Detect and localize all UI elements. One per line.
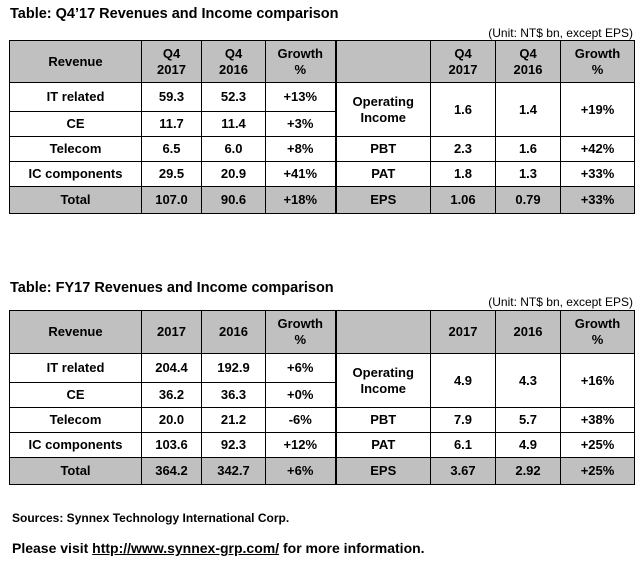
growth-cell: +13%	[266, 83, 336, 112]
revenue-label: IC components	[10, 162, 142, 187]
value-cell: 1.3	[496, 162, 561, 187]
value-cell: 11.7	[142, 112, 202, 137]
growth-cell: +42%	[561, 137, 635, 162]
income-label-operating: Operating Income	[336, 354, 431, 408]
table-row	[10, 354, 635, 383]
value-cell: 20.0	[142, 408, 202, 433]
value-cell: 29.5	[142, 162, 202, 187]
q4-table-title: Table: Q4’17 Revenues and Income comparison	[10, 6, 339, 22]
eps-label: EPS	[336, 458, 431, 485]
value-cell: 4.9	[431, 354, 496, 408]
growth-cell: +25%	[561, 458, 635, 485]
income-label-pat: PAT	[336, 433, 431, 458]
total-label: Total	[10, 458, 142, 485]
table-row	[10, 162, 635, 187]
value-cell: 59.3	[142, 83, 202, 112]
growth-cell: +19%	[561, 83, 635, 137]
growth-cell: -6%	[266, 408, 336, 433]
q4-header-q4-2016: Q4 2016	[202, 41, 266, 83]
value-cell: 2.92	[496, 458, 561, 485]
growth-cell: +8%	[266, 137, 336, 162]
income-label-pbt: PBT	[336, 137, 431, 162]
total-row	[10, 187, 635, 214]
value-cell: 1.4	[496, 83, 561, 137]
growth-cell: +33%	[561, 187, 635, 214]
growth-cell: +41%	[266, 162, 336, 187]
growth-cell: +3%	[266, 112, 336, 137]
value-cell: 364.2	[142, 458, 202, 485]
fy-header-income-growth: Growth %	[561, 311, 635, 354]
value-cell: 1.06	[431, 187, 496, 214]
revenue-label: IT related	[10, 83, 142, 112]
value-cell: 36.2	[142, 383, 202, 408]
growth-cell: +6%	[266, 458, 336, 485]
total-row	[10, 458, 635, 485]
value-cell: 1.6	[496, 137, 561, 162]
growth-cell: +38%	[561, 408, 635, 433]
value-cell: 2.3	[431, 137, 496, 162]
growth-cell: +18%	[266, 187, 336, 214]
value-cell: 6.1	[431, 433, 496, 458]
value-cell: 6.0	[202, 137, 266, 162]
revenue-label: IC components	[10, 433, 142, 458]
fy-header-2016: 2016	[202, 311, 266, 354]
value-cell: 103.6	[142, 433, 202, 458]
value-cell: 92.3	[202, 433, 266, 458]
q4-header-q4-2017: Q4 2017	[142, 41, 202, 83]
table-row	[10, 408, 635, 433]
q4-header-income-blank	[336, 41, 431, 83]
value-cell: 7.9	[431, 408, 496, 433]
value-cell: 107.0	[142, 187, 202, 214]
revenue-label: Telecom	[10, 408, 142, 433]
q4-header-income-q4-2016: Q4 2016	[496, 41, 561, 83]
growth-cell: +12%	[266, 433, 336, 458]
table-row	[10, 83, 635, 112]
fy-header-income-2016: 2016	[496, 311, 561, 354]
growth-cell: +33%	[561, 162, 635, 187]
value-cell: 4.3	[496, 354, 561, 408]
value-cell: 21.2	[202, 408, 266, 433]
value-cell: 36.3	[202, 383, 266, 408]
value-cell: 4.9	[496, 433, 561, 458]
q4-comparison-table	[9, 40, 635, 214]
income-label-operating: Operating Income	[336, 83, 431, 137]
value-cell: 3.67	[431, 458, 496, 485]
fy-table-title: Table: FY17 Revenues and Income comparison	[10, 280, 334, 296]
visit-suffix: for more information.	[279, 540, 425, 556]
sources-note: Sources: Synnex Technology International Corp.	[12, 511, 290, 525]
value-cell: 11.4	[202, 112, 266, 137]
fy-comparison-table	[9, 310, 635, 485]
value-cell: 5.7	[496, 408, 561, 433]
q4-header-growth: Growth %	[266, 41, 336, 83]
value-cell: 192.9	[202, 354, 266, 383]
value-cell: 20.9	[202, 162, 266, 187]
fy-header-revenue: Revenue	[10, 311, 142, 354]
growth-cell: +25%	[561, 433, 635, 458]
q4-unit-note: (Unit: NT$ bn, except EPS)	[488, 26, 633, 40]
value-cell: 204.4	[142, 354, 202, 383]
table-row	[10, 433, 635, 458]
eps-label: EPS	[336, 187, 431, 214]
value-cell: 0.79	[496, 187, 561, 214]
value-cell: 342.7	[202, 458, 266, 485]
fy-unit-note: (Unit: NT$ bn, except EPS)	[488, 295, 633, 309]
fy-header-income-blank	[336, 311, 431, 354]
growth-cell: +0%	[266, 383, 336, 408]
value-cell: 6.5	[142, 137, 202, 162]
visit-line	[12, 540, 425, 556]
q4-header-revenue: Revenue	[10, 41, 142, 83]
income-label-pbt: PBT	[336, 408, 431, 433]
value-cell: 90.6	[202, 187, 266, 214]
visit-prefix: Please visit	[12, 540, 93, 556]
revenue-label: CE	[10, 112, 142, 137]
value-cell: 52.3	[202, 83, 266, 112]
revenue-label: CE	[10, 383, 142, 408]
synnex-website-link[interactable]: http://www.synnex-grp.com/	[92, 540, 280, 556]
revenue-label: Telecom	[10, 137, 142, 162]
q4-header-income-q4-2017: Q4 2017	[431, 41, 496, 83]
growth-cell: +16%	[561, 354, 635, 408]
total-label: Total	[10, 187, 142, 214]
revenue-label: IT related	[10, 354, 142, 383]
fy-header-income-2017: 2017	[431, 311, 496, 354]
fy-header-2017: 2017	[142, 311, 202, 354]
value-cell: 1.8	[431, 162, 496, 187]
growth-cell: +6%	[266, 354, 336, 383]
fy-header-growth: Growth %	[266, 311, 336, 354]
value-cell: 1.6	[431, 83, 496, 137]
table-row	[10, 137, 635, 162]
income-label-pat: PAT	[336, 162, 431, 187]
q4-header-income-growth: Growth %	[561, 41, 635, 83]
